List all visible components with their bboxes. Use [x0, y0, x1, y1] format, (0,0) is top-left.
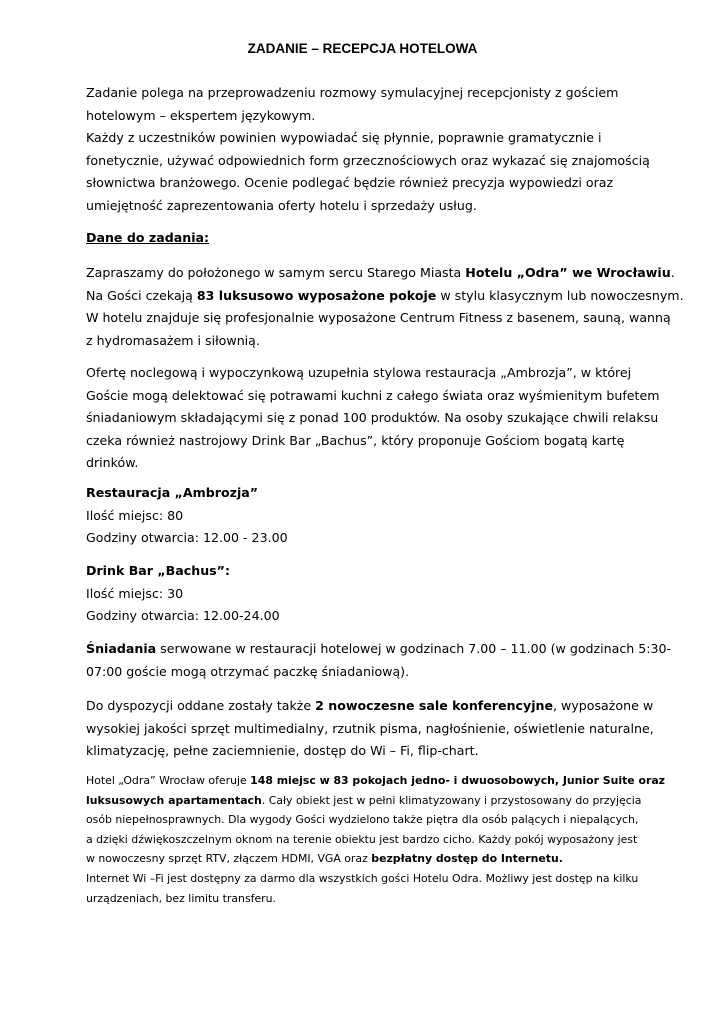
details-line: urządzeniach, bez limitu transferu. — [86, 891, 277, 905]
bar-hours: Godziny otwarcia: 12.00-24.00 — [86, 608, 280, 624]
details-line — [86, 771, 666, 791]
hotel-name: Hotelu „Odra” we Wrocławiu — [465, 265, 671, 280]
breakfast-paragraph — [86, 638, 672, 683]
details-highlight: 148 miejsc w 83 pokojach jedno- i dwuosobowych, Junior Suite oraz — [250, 774, 666, 787]
hotel-text: Na Gości czekają — [86, 287, 197, 303]
restaurant-hours: Godziny otwarcia: 12.00 - 23.00 — [86, 530, 288, 546]
conference-text: , wyposażone w — [553, 698, 654, 713]
hotel-line: W hotelu znajduje się profesjonalnie wyposażone Centrum Fitness z basenem, sauną, wanną — [86, 310, 671, 326]
offer-line: Ofertę noclegową i wypoczynkową uzupełnia stylowa restauracja „Ambrozja”, w której — [86, 365, 632, 380]
data-heading: Dane do zadania: — [86, 230, 210, 245]
breakfast-text: serwowane w restauracji hotelowej w godzinach 7.00 – 11.00 (w godzinach 5:30- — [156, 641, 672, 656]
internet-highlight: bezpłatny dostęp do Internetu. — [371, 852, 563, 866]
intro-line: Zadanie polega na przeprowadzeniu rozmowy symulacyjnej recepcjonisty z gościem — [86, 85, 619, 100]
details-text: Hotel „Odra” Wrocław oferuje — [86, 774, 251, 787]
conference-text: Do dyspozycji oddane zostały także — [86, 698, 316, 713]
rooms-highlight: 83 luksusowo wyposażone pokoje — [196, 287, 437, 303]
document-title: ZADANIE – RECEPCJA HOTELOWA — [247, 41, 478, 56]
intro-line: umiejętność zaprezentowania oferty hotelu i sprzedaży usług. — [86, 197, 477, 213]
offer-line: śniadaniowym składającymi się z ponad 100 produktów. Na osoby szukające chwili relaksu — [86, 410, 659, 426]
restaurant-name: Restauracja „Ambrozja” — [86, 485, 259, 500]
conference-paragraph — [86, 695, 654, 763]
conference-line: wysokiej jakości sprzęt multimedialny, rzutnik pisma, nagłośnienie, oświetlenie naturalne, — [86, 720, 654, 736]
hotel-paragraph — [86, 262, 684, 352]
hotel-text: . — [670, 265, 675, 280]
intro-paragraph — [86, 82, 650, 218]
details-line: a dzięki dźwiękoszczelnym oknom na terenie obiektu jest bardzo cicho. Każdy pokój wyposażony jest — [86, 832, 638, 846]
offer-line: czeka również nastrojowy Drink Bar „Bachus”, który proponuje Gościom bogatą kartę — [86, 432, 625, 448]
details-line: Internet Wi –Fi jest dostępny za darmo dla wszystkich gości Hotelu Odra. Możliwy jest dostęp na kilku — [86, 871, 639, 885]
hotel-line — [86, 262, 675, 285]
details-line: osób niepełnosprawnych. Dla wygody Gości wydzielono także piętra dla osób palących i niepalących, — [86, 813, 639, 827]
hotel-line: z hydromasażem i siłownią. — [86, 332, 260, 348]
breakfast-line — [86, 638, 672, 661]
bar-name: Drink Bar „Bachus”: — [86, 563, 230, 578]
details-paragraph — [86, 771, 666, 908]
intro-line: hotelowym – ekspertem językowym. — [86, 107, 316, 123]
hotel-text: w stylu klasycznym lub nowoczesnym. — [436, 287, 684, 303]
conference-line: klimatyzację, pełne zaciemnienie, dostęp do Wi – Fi, flip-chart. — [86, 743, 479, 759]
offer-paragraph — [86, 362, 660, 475]
details-line — [86, 791, 642, 811]
hotel-line — [86, 285, 684, 308]
intro-line: słownictwa branżowego. Ocenie podlegać będzie również precyzja wypowiedzi oraz — [86, 175, 614, 191]
breakfast-label: Śniadania — [86, 641, 157, 656]
intro-line: fonetycznie, używać odpowiednich form grzecznościowych oraz wykazać się znajomością — [86, 152, 650, 168]
intro-line: Każdy z uczestników powinien wypowiadać się płynnie, poprawnie gramatycznie i — [86, 130, 602, 146]
bar-seats: Ilość miejsc: 30 — [86, 585, 184, 601]
restaurant-info — [86, 482, 639, 550]
details-text: w nowoczesny sprzęt RTV, złączem HDMI, VGA oraz — [86, 852, 372, 866]
conference-line — [86, 695, 654, 718]
details-text: . Cały obiekt jest w pełni klimatyzowany i przystosowany do przyjęcia — [261, 793, 642, 807]
details-highlight: luksusowych apartamentach — [86, 793, 262, 807]
restaurant-seats: Ilość miejsc: 80 — [86, 507, 184, 523]
conference-highlight: 2 nowoczesne sale konferencyjne — [315, 698, 554, 713]
details-line — [86, 849, 639, 869]
bar-info — [86, 560, 639, 628]
hotel-text: Zapraszamy do położonego w samym sercu Starego Miasta — [86, 265, 466, 280]
offer-line: drinków. — [86, 455, 139, 471]
offer-line: Goście mogą delektować się potrawami kuchni z całego świata oraz wyśmienitym bufetem — [86, 387, 660, 403]
breakfast-line: 07:00 goście mogą otrzymać paczkę śniadaniową). — [86, 663, 410, 679]
